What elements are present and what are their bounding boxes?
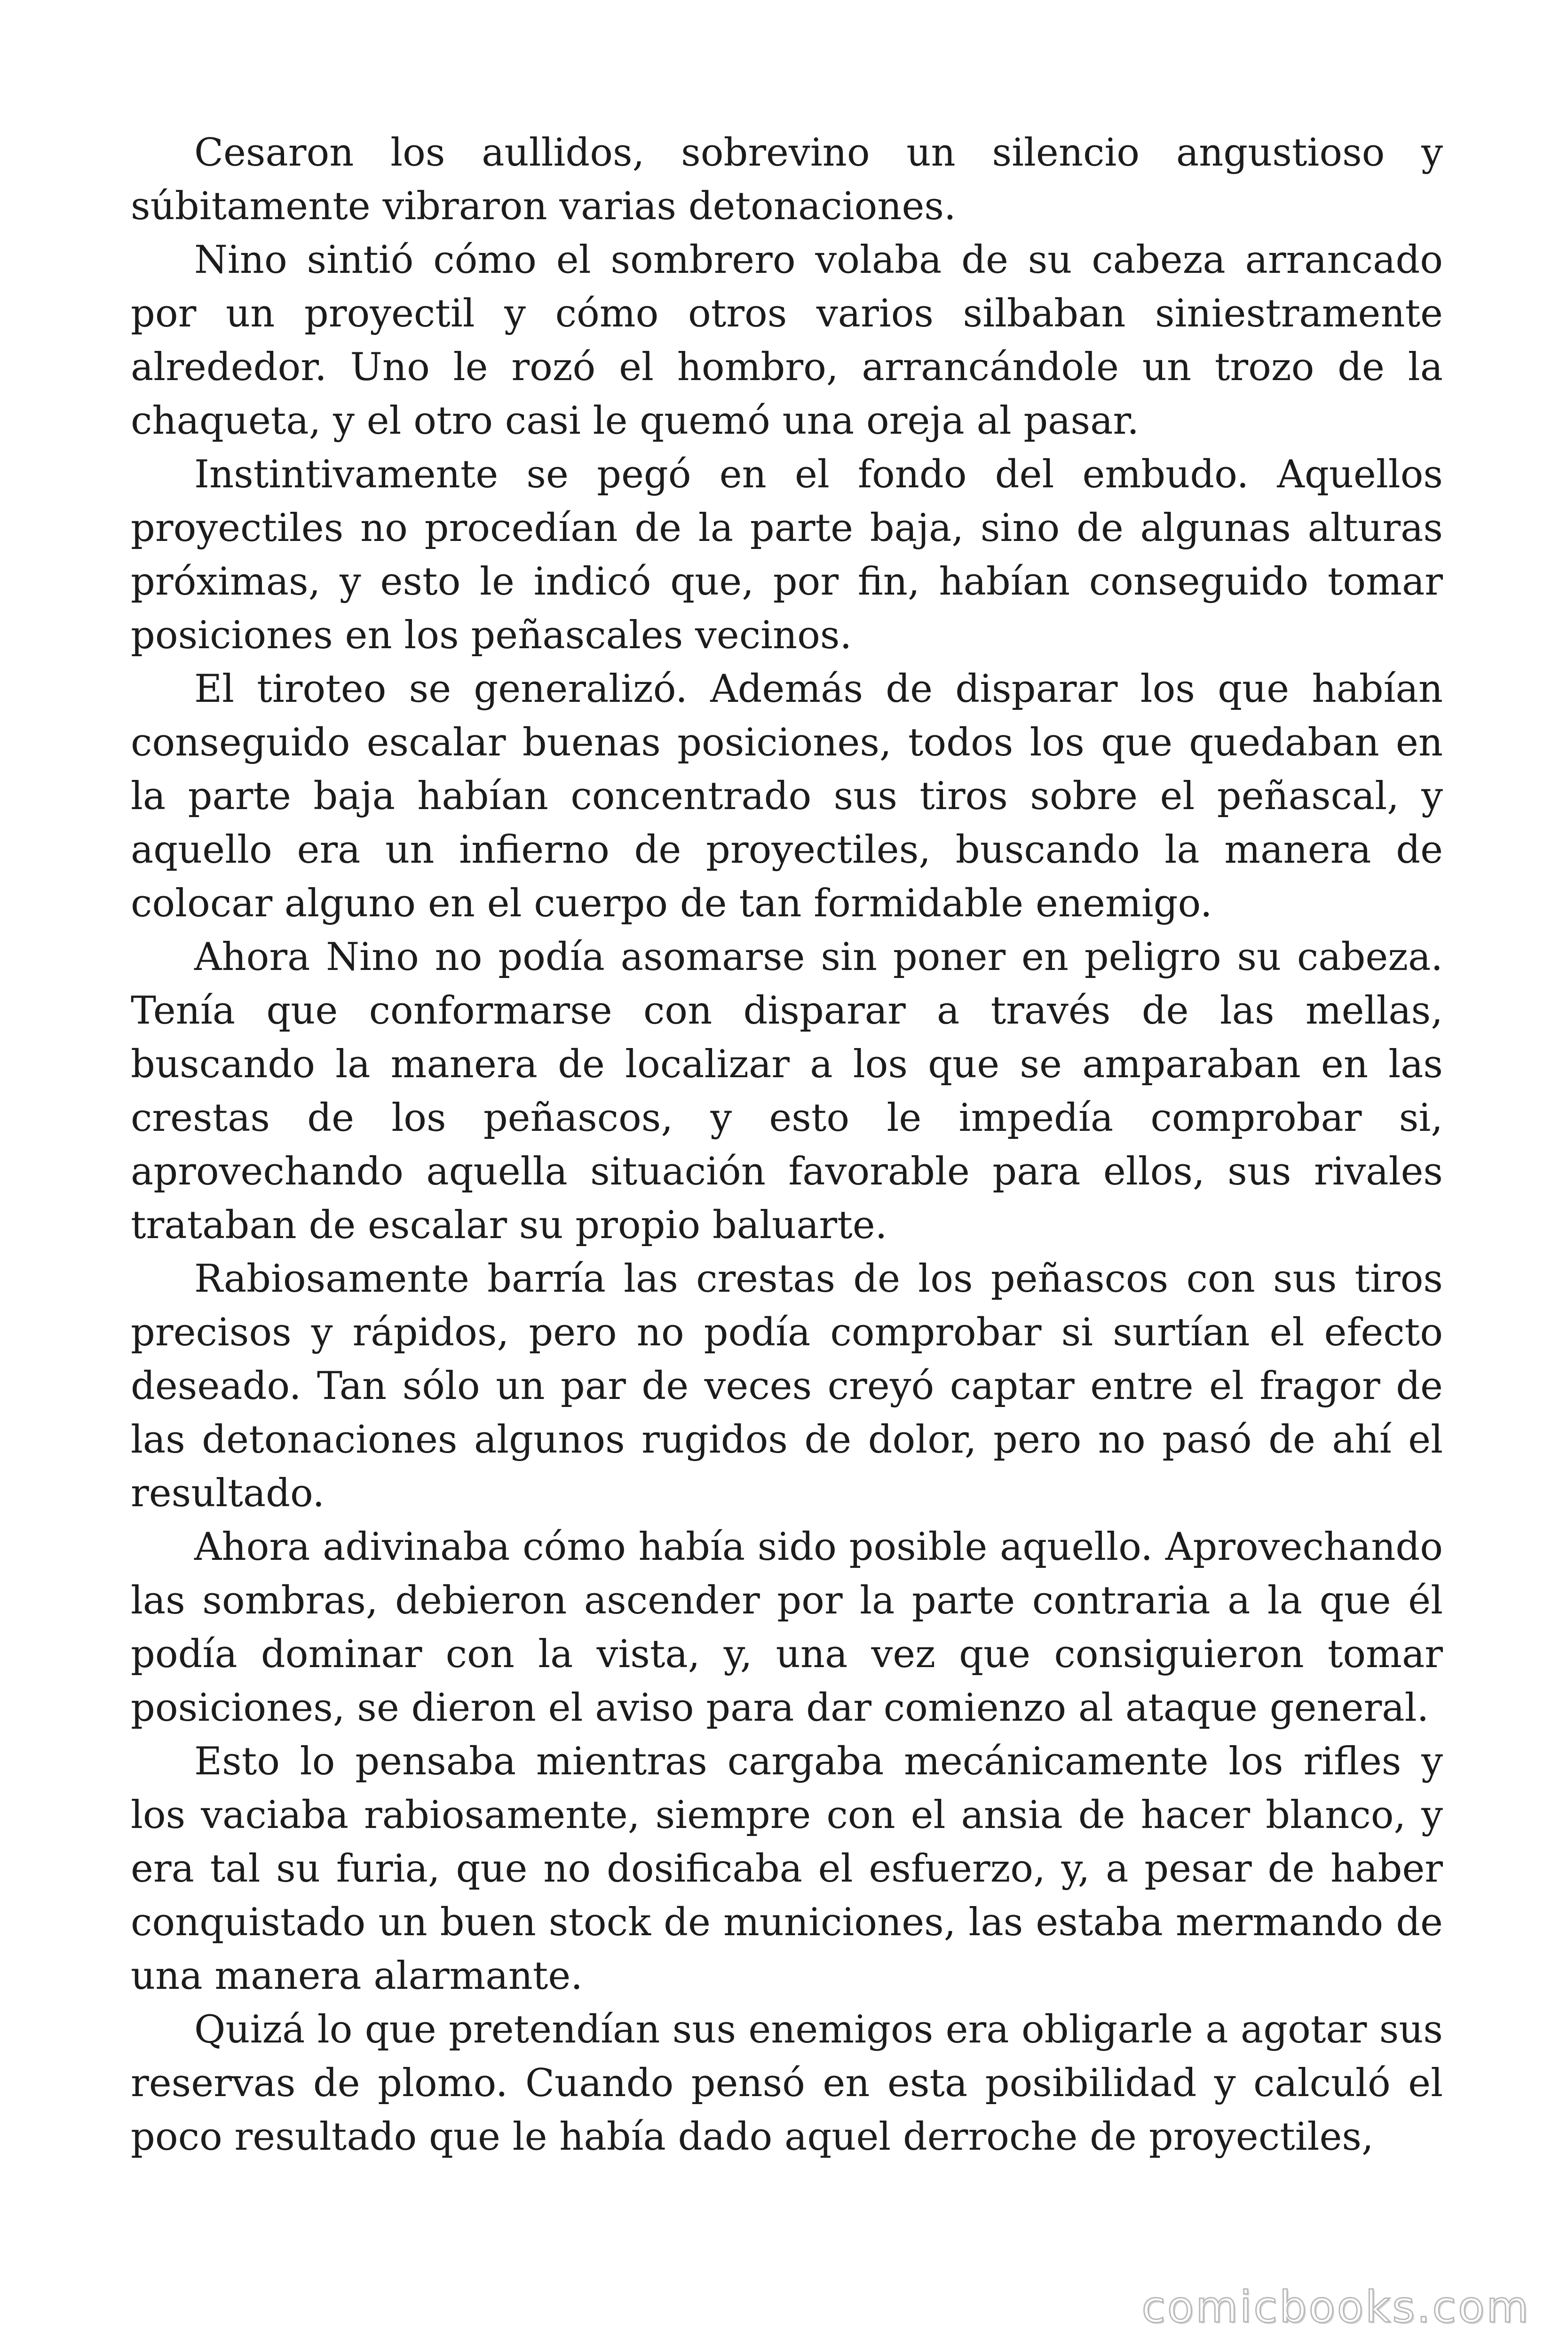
paragraph: Ahora adivinaba cómo había sido posible aquello. Aprovechando las sombras, debieron ascender por la parte contraria a la que él podía dominar con la vista, y, una vez que consiguieron tomar posiciones, se dieron el aviso para dar comienzo al ataque general. — [131, 1525, 1443, 1730]
body-text — [131, 126, 1443, 2164]
paragraph: Esto lo pensaba mientras cargaba mecánicamente los rifles y los vaciaba rabiosamente, siempre con el ansia de hacer blanco, y era tal su furia, que no dosificaba el esfuerzo, y, a pesar de haber conquistado un buen stock de municiones, las estaba mermando de una manera alarmante. — [131, 1740, 1443, 1998]
paragraph: Quizá lo que pretendían sus enemigos era obligarle a agotar sus reservas de plomo. Cuando pensó en esta posibilidad y calculó el poco resultado que le había dado aquel derroche de proyectiles, — [131, 2008, 1443, 2159]
paragraph: El tiroteo se generalizó. Además de disparar los que habían conseguido escalar buenas posiciones, todos los que quedaban en la parte baja habían concentrado sus tiros sobre el peñascal, y aquello era un infierno de proyectiles, buscando la manera de colocar alguno en el cuerpo de tan formidable enemigo. — [131, 667, 1443, 926]
paragraph: Cesaron los aullidos, sobrevino un silencio angustioso y súbitamente vibraron varias detonaciones. — [131, 131, 1443, 229]
paragraph: Nino sintió cómo el sombrero volaba de su cabeza arrancado por un proyectil y cómo otros varios silbaban siniestramente alrededor. Uno le rozó el hombro, arrancándole un trozo de la chaqueta, y el otro casi le quemó una oreja al pasar. — [131, 238, 1443, 443]
paragraph: Ahora Nino no podía asomarse sin poner en peligro su cabeza. Tenía que conformarse con disparar a través de las mellas, buscando la manera de localizar a los que se amparaban en las crestas de los peñascos, y esto le impedía comprobar si, aprovechando aquella situación favorable para ellos, sus rivales trataban de escalar su propio baluarte. — [131, 935, 1443, 1248]
paragraph: Rabiosamente barría las crestas de los peñascos con sus tiros precisos y rápidos, pero no podía comprobar si surtían el efecto deseado. Tan sólo un par de veces creyó captar entre el fragor de las detonaciones algunos rugidos de dolor, pero no pasó de ahí el resultado. — [131, 1257, 1443, 1516]
watermark: comicbooks.com — [1141, 2282, 1530, 2332]
paragraph: Instintivamente se pegó en el fondo del embudo. Aquellos proyectiles no procedían de la parte baja, sino de algunas alturas próximas, y esto le indicó que, por fin, habían conseguido tomar posiciones en los peñascales vecinos. — [131, 453, 1443, 658]
